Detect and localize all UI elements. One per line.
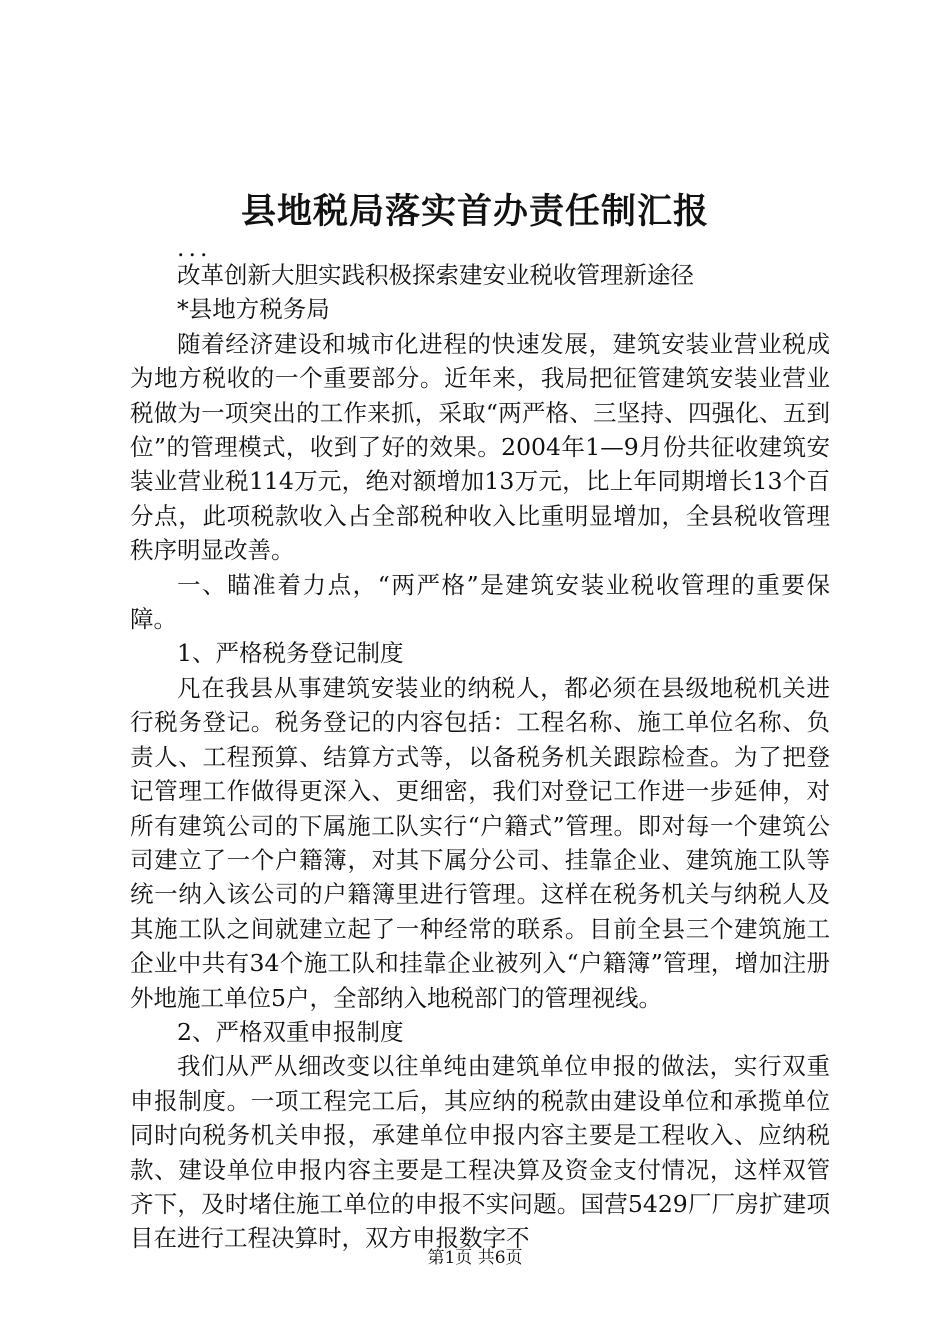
subsection-heading: 1、严格税务登记制度 xyxy=(177,639,404,668)
page-footer: 第1页 共6页 xyxy=(427,1248,523,1268)
subtitle-line: 改革创新大胆实践积极探索建安业税收管理新途径 xyxy=(177,261,694,289)
body-paragraph: 凡在我县从事建筑安装业的纳税人，都必须在县级地税机关进行税务登记。税务登记的内容包括：工程名称、施工单位名称、负责人、工程预算、结算方式等，以备税务机关跟踪检查。为了把登记管理工作做得更深入、更细密，我们对登记工作进一步延伸，对所有建筑公司的下属施工队实行“户籍式”管理。即对每一个建筑公司建立了一个户籍簿，对其下属分公司、挂靠企业、建筑施工队等统一纳入该公司的户籍簿里进行管理。这样在税务机关与纳税人及其施工队之间就建立起了一种经常的联系。目前全县三个建筑施工企业中共有34个施工队和挂靠企业被列入“户籍簿”管理，增加注册外地施工单位5户，全部纳入地税部门的管理视线。 xyxy=(130,673,830,1012)
document-body xyxy=(130,234,830,1256)
document-title: 县地税局落实首办责任制汇报 xyxy=(240,191,709,232)
ellipsis-line: ... xyxy=(177,234,212,262)
body-paragraph: 我们从严从细改变以往单纯由建筑单位申报的做法，实行双重申报制度。一项工程完工后，其应纳的税款由建设单位和承揽单位同时向税务机关申报，承建单位申报内容主要是工程收入、应纳税款、建设单位申报内容主要是工程决算及资金支付情况，这样双管齐下，及时堵住施工单位的申报不实问题。国营5429厂厂房扩建项目在进行工程决算时，双方申报数字不 xyxy=(130,1052,830,1253)
body-paragraph: 随着经济建设和城市化进程的快速发展，建筑安装业营业税成为地方税收的一个重要部分。近年来，我局把征管建筑安装业营业税做为一项突出的工作来抓，采取“两严格、三坚持、四强化、五到位”的管理模式，收到了好的效果。2004年1—9月份共征收建筑安装业营业税114万元，绝对额增加13万元，比上年同期增长13个百分点，此项税款收入占全部税种收入比重明显增加，全县税收管理秩序明显改善。 xyxy=(130,329,830,565)
subsection-heading: 2、严格双重申报制度 xyxy=(177,1017,404,1046)
section-heading: 一、瞄准着力点，“两严格”是建筑安装业税收管理的重要保障。 xyxy=(130,570,830,634)
author-line: *县地方税务局 xyxy=(177,295,330,324)
